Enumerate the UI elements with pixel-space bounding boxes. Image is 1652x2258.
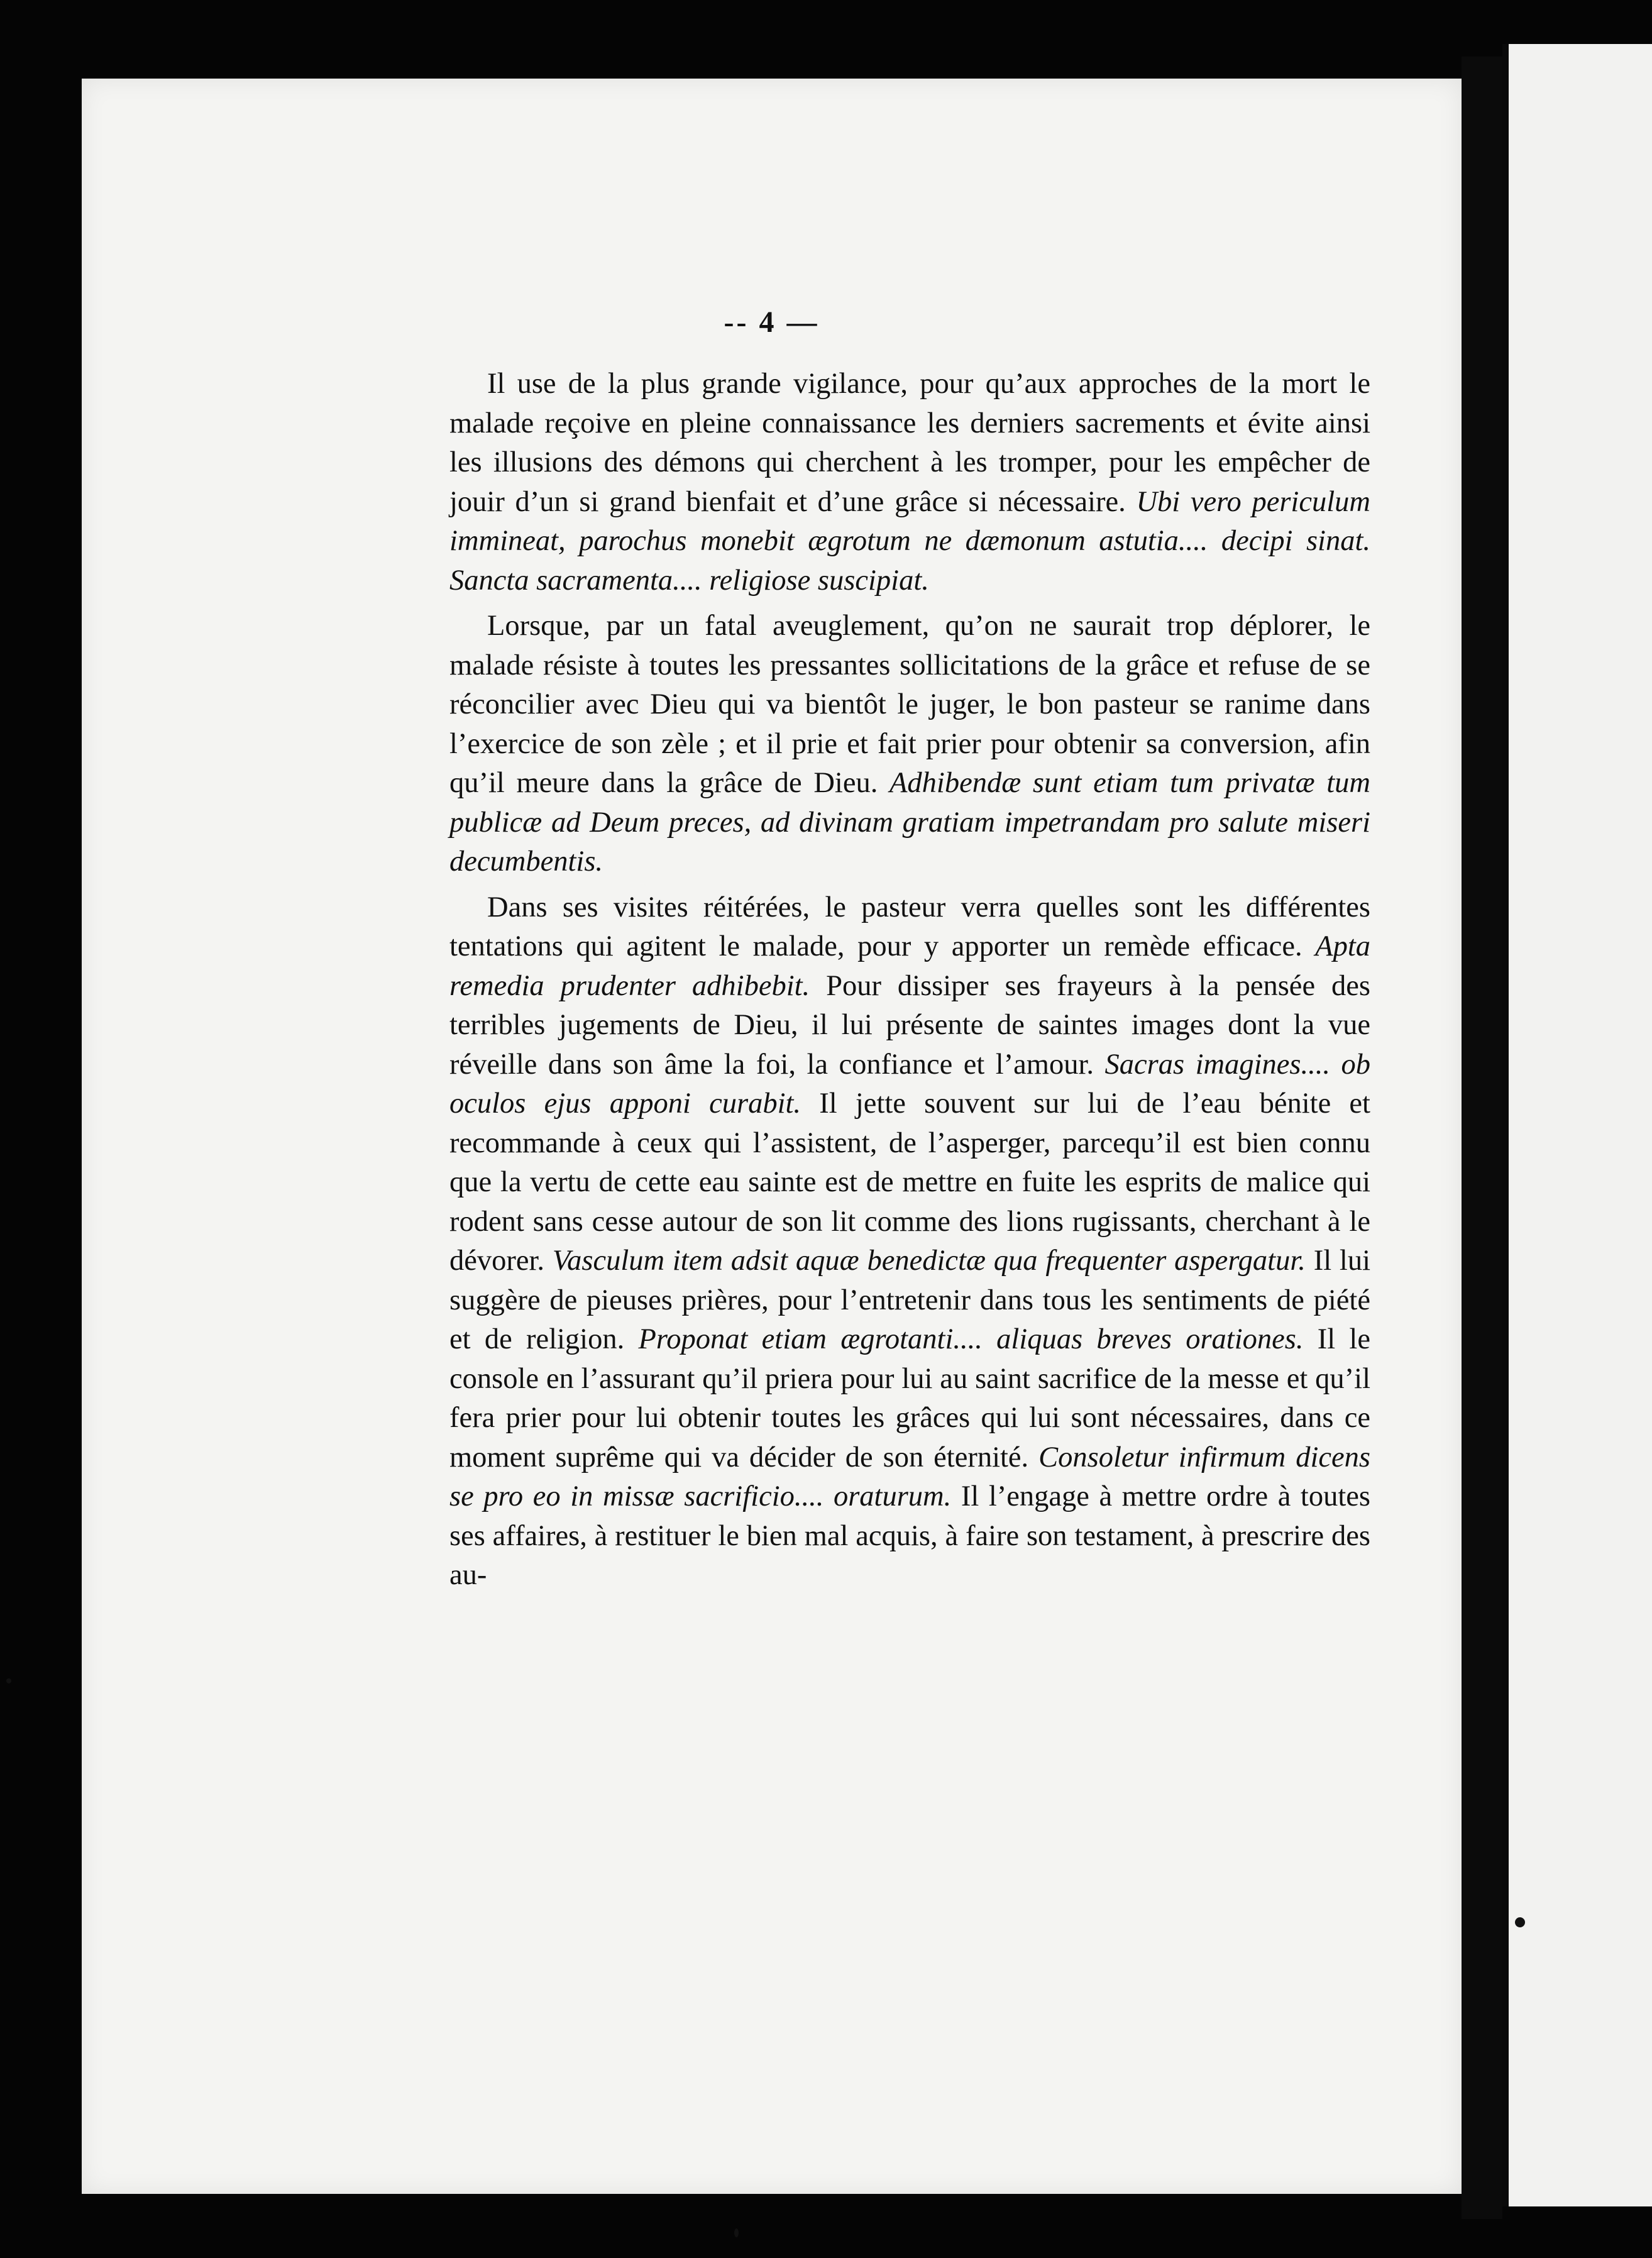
paragraph-3-latin-4: Proponat etiam ægrotanti.... aliquas breves orationes.	[638, 1323, 1304, 1355]
paragraph-1-text-1: Il use de la plus grande vigilance, pour qu’aux approches de la mort le malade reçoive en pleine connaissance les derniers sacrements et évite ainsi les illusions des démons qui cherchent à les tromper, pour les empêcher de jouir d’un si grand bienfait et d’une grâce si nécessaire.	[449, 368, 1370, 518]
paragraph-2-text-1: Lorsque, par un fatal aveuglement, qu’on ne saurait trop déplorer, le malade résiste à toutes les pressantes sollicitations de la grâce et refuse de se réconcilier avec Dieu qui va bientôt le juger, le bon pasteur se ranime dans l’exercice de son zèle ; et il prie et fait prier pour obtenir sa conversion, afin qu’il meure dans la grâce de Dieu.	[449, 610, 1370, 799]
paragraph-1	[449, 365, 1370, 600]
paragraph-2	[449, 607, 1370, 882]
paragraph-3-text-2: Pour dissiper ses frayeurs à la pensée des terribles jugements de Dieu, il lui présente de saintes images dont la vue réveille dans son âme la foi, la confiance et l’amour.	[449, 969, 1371, 1081]
scan-speck	[1515, 1917, 1525, 1927]
paragraph-1-latin-1: Ubi vero periculum immineat, parochus monebit ægrotum ne dæmonum astutia.... decipi sinat. Sancta sacramenta.... religiose suscipiat.	[449, 485, 1370, 597]
facing-page-edge	[1502, 44, 1652, 2206]
paragraph-3-text-4: Il lui suggère de pieuses prières, pour l’entretenir dans tous les sentiments de piété et de religion.	[449, 1245, 1370, 1355]
body-text	[449, 365, 1370, 1595]
scan-speck	[734, 2228, 739, 2237]
paragraph-3	[449, 888, 1370, 1595]
paragraph-2-latin-1: Adhibendæ sunt etiam tum privatæ tum publicæ ad Deum preces, ad divinam gratiam impetrandam pro salute miseri decumbentis.	[449, 767, 1371, 878]
scan-speck	[6, 1678, 11, 1683]
paragraph-3-text-1: Dans ses visites réitérées, le pasteur verra quelles sont les différentes tentations qui agitent le malade, pour y apporter un remède efficace.	[449, 891, 1370, 962]
paragraph-3-text-3: Il jette souvent sur lui de l’eau bénite et recommande à ceux qui l’assistent, de l’asperger, parcequ’il est bien connu que la vertu de cette eau sainte est de mettre en fuite les esprits de malice qui rodent sans cesse autour de son lit comme des lions rugissants, cherchant à le dévorer.	[449, 1088, 1370, 1277]
paragraph-3-latin-1: Apta remedia prudenter adhibebit.	[449, 930, 1370, 1002]
page-number: -- 4 —	[724, 306, 820, 339]
paragraph-3-latin-3: Vasculum item adsit aquæ benedictæ qua frequenter aspergatur.	[552, 1245, 1306, 1277]
paragraph-3-text-6: Il l’engage à mettre ordre à toutes ses affaires, à restituer le bien mal acquis, à faire son testament, à prescrire des au-	[449, 1480, 1370, 1591]
book-gutter	[1462, 57, 1502, 2219]
paragraph-3-latin-2: Sacras imagines.... ob oculos ejus apponi curabit.	[449, 1048, 1370, 1120]
paragraph-3-latin-5: Consoletur infirmum dicens se pro eo in missæ sacrificio.... oraturum.	[449, 1441, 1371, 1512]
book-page	[82, 79, 1462, 2194]
paragraph-3-text-5: Il le console en l’assurant qu’il priera pour lui au saint sacrifice de la messe et qu’il fera prier pour lui obtenir toutes les grâces qui lui sont nécessaires, dans ce moment suprême qui va décider de son éternité.	[449, 1323, 1370, 1473]
